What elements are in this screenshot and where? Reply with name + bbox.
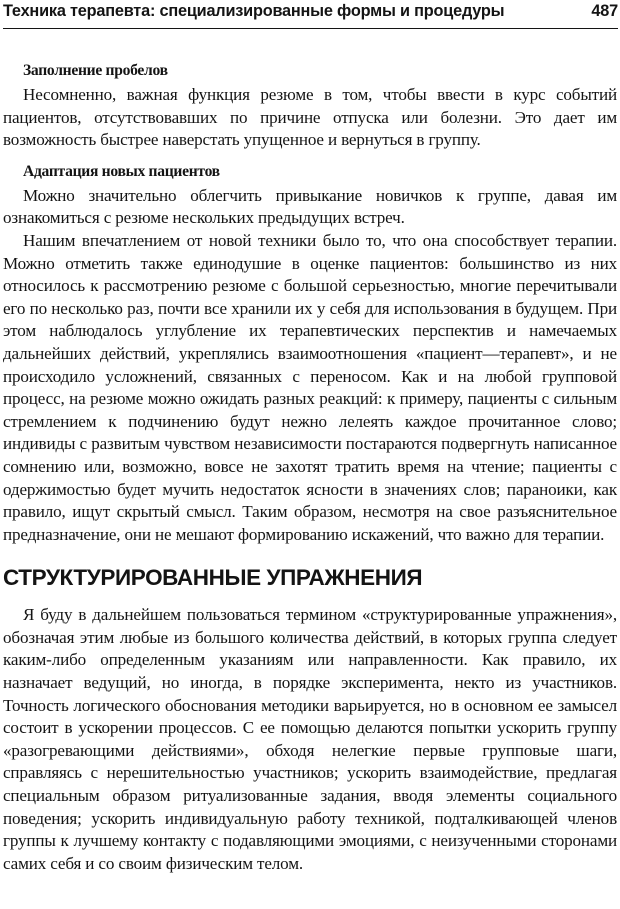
running-header [3, 2, 618, 28]
subheading-filling-gaps: Заполнение пробелов [23, 62, 168, 79]
section-title-structured-exercises: СТРУКТУРИРОВАННЫЕ УПРАЖНЕНИЯ [3, 565, 423, 591]
page-number: 487 [591, 2, 618, 20]
paragraph-new-patients-1: Можно значительно облегчить привыкание новичков к группе, давая им ознакомиться с резюме нескольких предыдущих встреч. [3, 185, 617, 228]
header-rule [3, 28, 618, 29]
paragraph-new-patients-2: Нашим впечатлением от новой техники было то, что она способствует терапии. Можно отметить также единодушие в оценке пациентов: большинство из них относилось к рассмотрению резюме с большой серьезностью, многие перечитывали его по несколько раз, почти все хранили их у себя для использования в будущем. При этом наблюдалось углубление их терапевтических перспектив и намечаемых дальнейших действий, укреплялись взаимоотношения «пациент—терапевт», и не происходило усложнений, связанных с переносом. Как и на любой групповой процесс, на резюме можно ожидать разных реакций: к примеру, пациенты с сильным стремлением к подчинению будут нежно лелеять каждое прочитанное слово; индивиды с развитым чувством независимости постараются подвергнуть написанное сомнению или, возможно, вовсе не захотят тратить время на чтение; пациенты с одержимостью будет мучить недостаток ясности в значениях слов; параноики, как правило, ищут скрытый смысл. Таким образом, несмотря на свое разъяснительное предназначение, они не мешают формированию искажений, что важно для терапии. [3, 230, 617, 544]
subheading-new-patients: Адаптация новых пациентов [23, 162, 220, 180]
paragraph-structured-exercises: Я буду в дальнейшем пользоваться термином «структурированные упражнения», обозначая этим любые из большого количества действий, в которых группа следует каким-либо определенным указаниям или направленности. Как правило, их назначает ведущий, но иногда, в порядке эксперимента, некто из участников. Точность логического обоснования методики варьируется, но в основном ее замысел состоит в ускорении процессов. С ее помощью делаются попытки ускорить группу «разогревающими действиями», обходя нелегкие первые групповые шаги, справляясь с нерешительностью участников; ускорить взаимодействие, предлагая специальным образом ритуализованные задания, вводя элементы социального поведения; ускорить индивидуальную работу техникой, подталкивающей членов группы к лучшему контакту с подавляющими эмоциями, с неизученными сторонами самих себя и со своим физическим телом. [3, 605, 617, 873]
running-title: Техника терапевта: специализированные формы и процедуры [3, 2, 505, 20]
page-body [3, 60, 617, 875]
paragraph-filling-gaps: Несомненно, важная функция резюме в том, чтобы ввести в курс событий пациентов, отсутствовавших по причине отпуска или болезни. Это дает им возможность быстрее наверстать упущенное и вернуться в группу. [3, 85, 617, 150]
